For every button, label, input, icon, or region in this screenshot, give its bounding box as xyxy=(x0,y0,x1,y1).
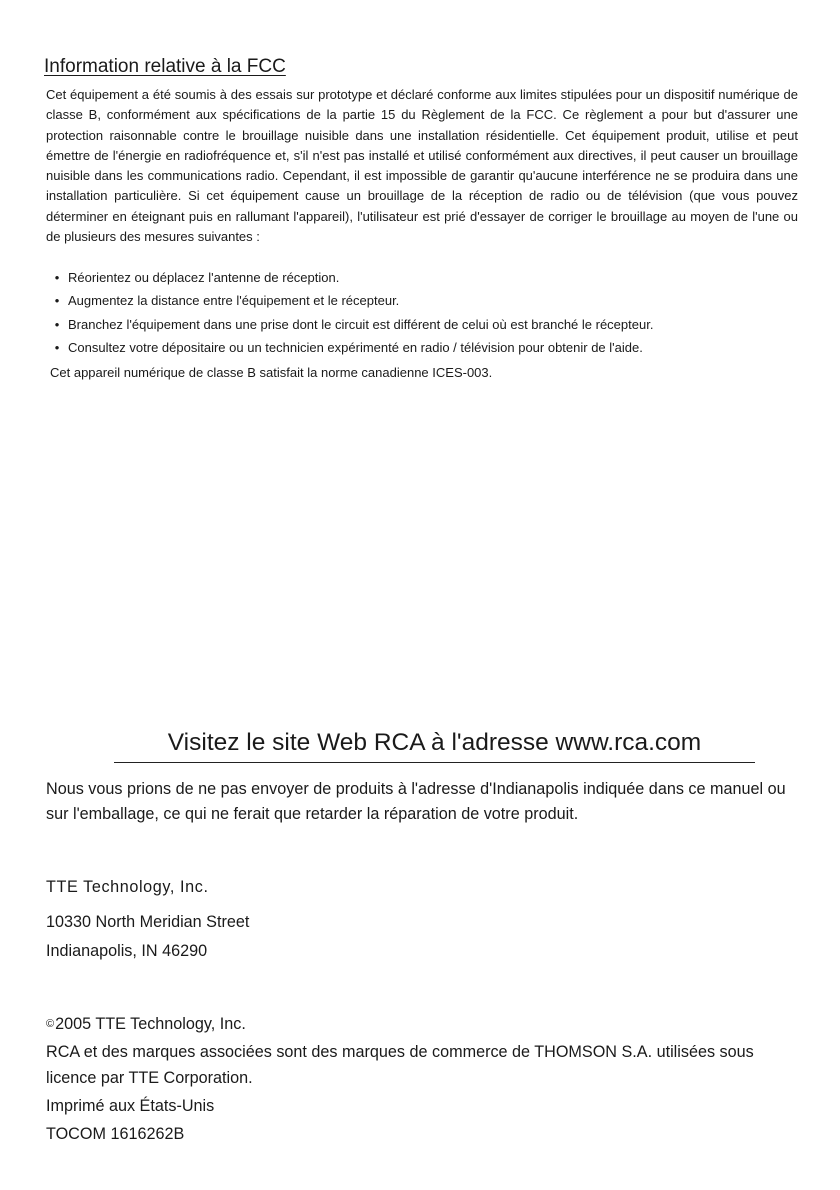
copyright-symbol: © xyxy=(46,1018,55,1030)
copyright-line xyxy=(46,1011,806,1037)
fcc-paragraph: Cet équipement a été soumis à des essais sur prototype et déclaré conforme aux limites stipulées pour un dispositif numérique de classe B, conformément aux spécifications de la partie 15 du Règlement de la FCC. Ce règlement a pour but d'assurer une protection raisonnable contre le brouillage nuisible dans une installation résidentielle. Cet équipement produit, utilise et peut émettre de l'énergie en radiofréquence et, s'il n'est pas installé et utilisé conformément aux directives, il peut causer un brouillage nuisible dans les communications radio. Cependant, il est impossible de garantir qu'aucune interférence ne se produira dans une installation particulière. Si cet équipement cause un brouillage de la réception de radio ou de télévision (que vous pouvez déterminer en éteignant puis en rallumant l'appareil), l'utilisateur est prié d'essayer de corriger le brouillage au moyen de l'une ou de plusieurs des mesures suivantes : xyxy=(46,87,798,245)
fcc-measures-list xyxy=(48,266,818,359)
bullet-icon: • xyxy=(54,270,60,285)
measure-text: Consultez votre dépositaire ou un technicien expérimenté en radio / télévision pour obtenir de l'aide. xyxy=(68,339,643,355)
bullet-icon: • xyxy=(54,339,60,355)
company-name: TTE Technology, Inc. xyxy=(46,878,209,896)
list-item xyxy=(48,313,818,336)
legal-footer xyxy=(46,1011,806,1147)
trademark-line: RCA et des marques associées sont des marques de commerce de THOMSON S.A. utilisées sous xyxy=(46,1043,754,1061)
fcc-section-title: Information relative à la FCC xyxy=(44,56,286,77)
company-address xyxy=(46,875,249,963)
measure-text: Branchez l'équipement dans une prise dont le circuit est différent de celui où est branché le récepteur. xyxy=(68,316,654,332)
trademark-line: licence par TTE Corporation. xyxy=(46,1069,253,1087)
street-address: 10330 North Meridian Street xyxy=(46,913,250,931)
bullet-icon: • xyxy=(54,316,60,332)
printed-in-line: Imprimé aux États-Unis xyxy=(46,1097,215,1115)
copyright-text: 2005 TTE Technology, Inc. xyxy=(55,1015,246,1033)
list-item xyxy=(48,289,818,312)
shipping-notice: Nous vous prions de ne pas envoyer de produits à l'adresse d'Indianapolis indiquée dans ce manuel ou sur l'emballage, ce qui ne ferait que retarder la réparation de votre produit. xyxy=(46,780,786,823)
list-item xyxy=(48,266,818,289)
heading-underline-divider xyxy=(114,762,755,763)
list-item xyxy=(48,336,818,359)
document-code: TOCOM 1616262B xyxy=(46,1125,185,1143)
measure-text: Réorientez ou déplacez l'antenne de réception. xyxy=(68,270,340,285)
ices-compliance-note: Cet appareil numérique de classe B satisfait la norme canadienne ICES-003. xyxy=(50,365,493,380)
measure-text: Augmentez la distance entre l'équipement et le récepteur. xyxy=(68,293,400,309)
bullet-icon: • xyxy=(54,293,60,309)
city-state-zip: Indianapolis, IN 46290 xyxy=(46,942,208,960)
website-heading: Visitez le site Web RCA à l'adresse www.rca.com xyxy=(167,729,702,756)
